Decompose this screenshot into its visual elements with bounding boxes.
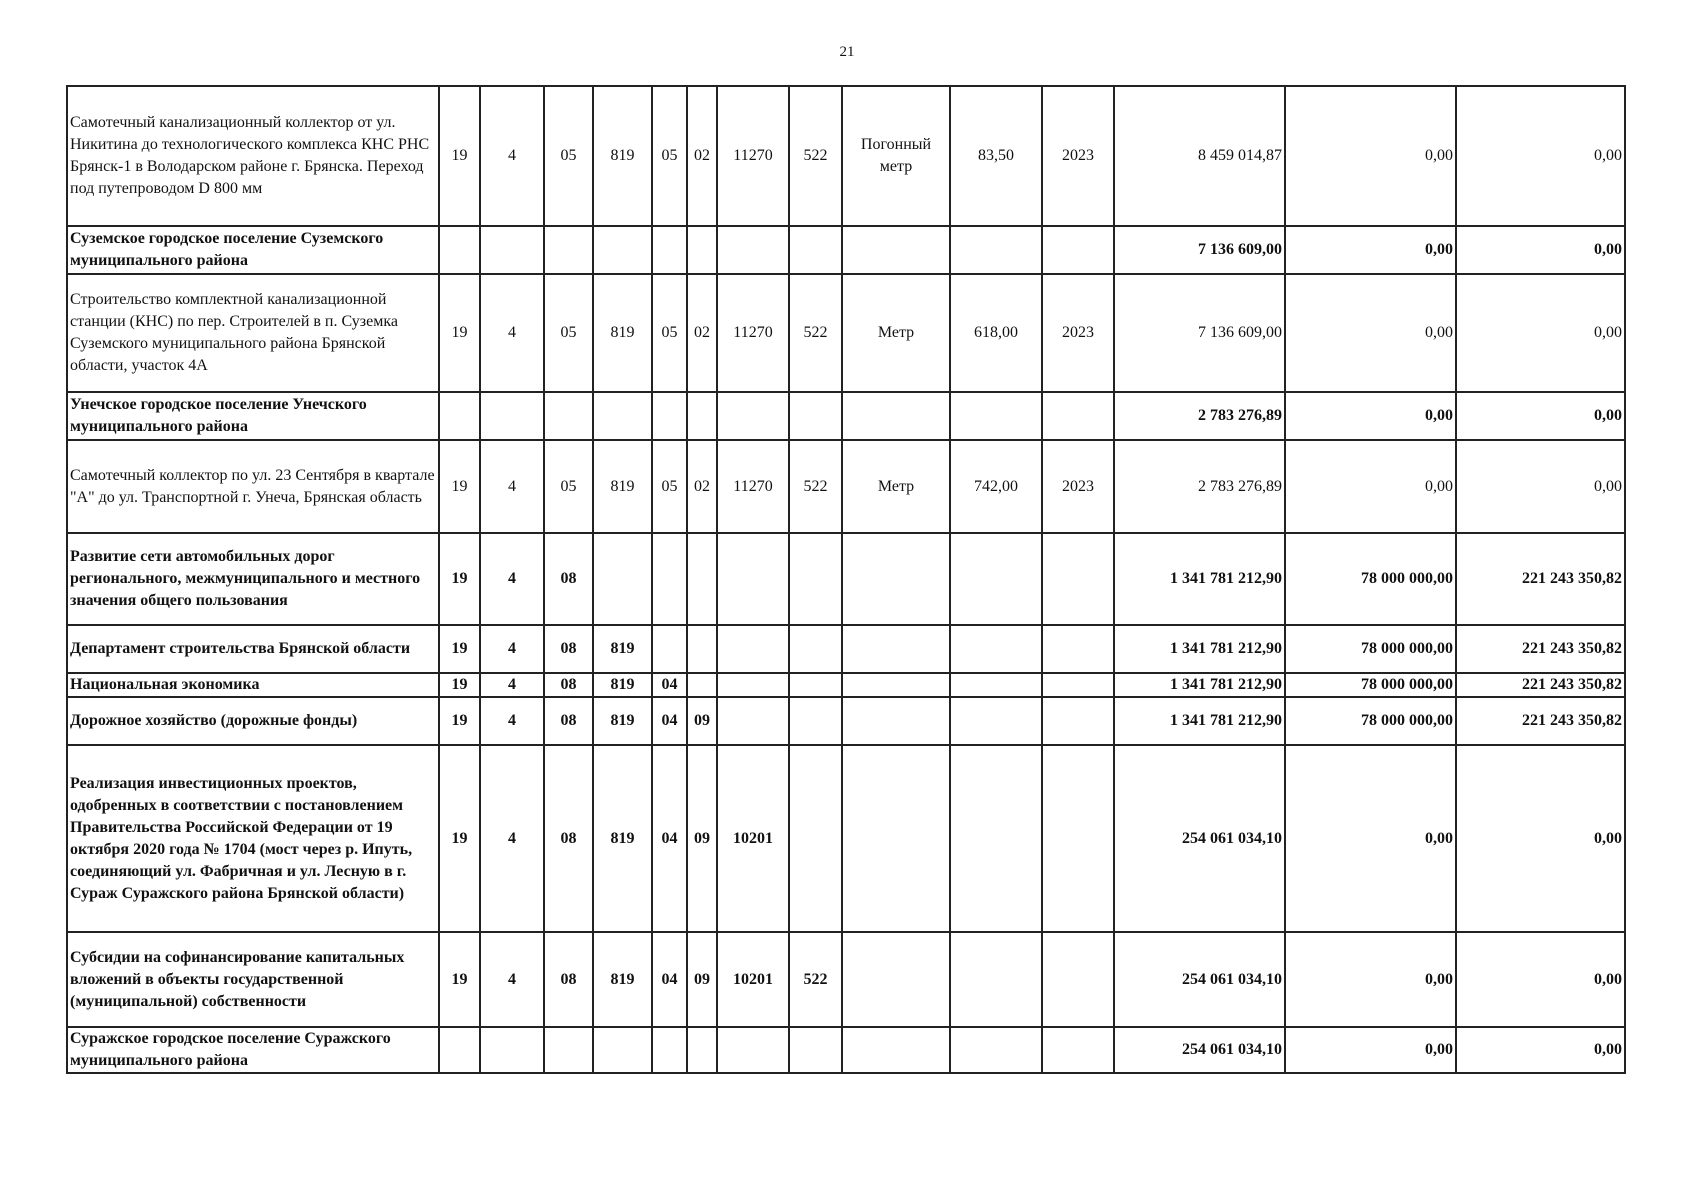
code-5-cell: 04 [652,673,687,697]
code-1-cell [439,226,480,274]
table-row [67,226,1625,274]
code-8-cell: 522 [789,274,842,392]
year-cell: 2023 [1042,274,1114,392]
amount-3-cell: 221 243 350,82 [1456,673,1625,697]
code-1-cell: 19 [439,86,480,226]
quantity-cell [950,673,1042,697]
year-cell [1042,392,1114,440]
unit-cell [842,673,950,697]
table-row [67,625,1625,673]
code-1-cell: 19 [439,625,480,673]
table-row [67,745,1625,932]
amount-1-cell: 2 783 276,89 [1114,440,1285,533]
code-8-cell [789,673,842,697]
code-6-cell [687,226,717,274]
code-6-cell [687,533,717,625]
code-7-cell: 11270 [717,440,789,533]
code-4-cell [593,392,652,440]
amount-1-cell: 1 341 781 212,90 [1114,533,1285,625]
table-row [67,673,1625,697]
code-2-cell: 4 [480,932,544,1027]
amount-1-cell: 8 459 014,87 [1114,86,1285,226]
code-7-cell: 11270 [717,86,789,226]
code-5-cell [652,392,687,440]
amount-2-cell: 78 000 000,00 [1285,625,1456,673]
row-name-cell: Реализация инвестиционных проектов, одобренных в соответствии с постановлением Правительства Российской Федерации от 19 октября 2020 года № 1704 (мост через р. Ипуть, соединяющий ул. Фабричная и ул. Лесную в г. Сураж Суражского района Брянской области) [67,745,439,932]
quantity-cell: 742,00 [950,440,1042,533]
quantity-cell: 618,00 [950,274,1042,392]
code-2-cell: 4 [480,625,544,673]
amount-2-cell: 78 000 000,00 [1285,673,1456,697]
quantity-cell [950,1027,1042,1073]
row-name-cell: Унечское городское поселение Унечского муниципального района [67,392,439,440]
code-2-cell: 4 [480,440,544,533]
code-2-cell [480,392,544,440]
quantity-cell [950,226,1042,274]
year-cell [1042,625,1114,673]
code-8-cell [789,625,842,673]
code-2-cell: 4 [480,274,544,392]
code-5-cell: 04 [652,697,687,745]
quantity-cell [950,697,1042,745]
amount-1-cell: 1 341 781 212,90 [1114,625,1285,673]
code-4-cell: 819 [593,274,652,392]
code-5-cell [652,1027,687,1073]
amount-1-cell: 1 341 781 212,90 [1114,673,1285,697]
table-row [67,1027,1625,1073]
code-8-cell: 522 [789,86,842,226]
unit-cell: Метр [842,274,950,392]
code-1-cell [439,392,480,440]
code-6-cell [687,1027,717,1073]
quantity-cell [950,745,1042,932]
row-name-cell: Департамент строительства Брянской области [67,625,439,673]
amount-3-cell: 0,00 [1456,932,1625,1027]
year-cell [1042,1027,1114,1073]
row-name-cell: Национальная экономика [67,673,439,697]
code-4-cell: 819 [593,745,652,932]
code-7-cell: 11270 [717,274,789,392]
amount-2-cell: 78 000 000,00 [1285,697,1456,745]
code-3-cell: 05 [544,86,593,226]
table-row [67,932,1625,1027]
code-4-cell [593,226,652,274]
code-6-cell: 09 [687,745,717,932]
table-row [67,392,1625,440]
row-name-cell: Развитие сети автомобильных дорог регионального, межмуниципального и местного значения общего пользования [67,533,439,625]
code-3-cell [544,1027,593,1073]
code-8-cell [789,697,842,745]
code-6-cell: 09 [687,932,717,1027]
code-4-cell [593,533,652,625]
unit-cell [842,932,950,1027]
code-3-cell: 05 [544,440,593,533]
amount-2-cell: 78 000 000,00 [1285,533,1456,625]
code-4-cell [593,1027,652,1073]
amount-2-cell: 0,00 [1285,226,1456,274]
unit-cell [842,625,950,673]
code-2-cell [480,226,544,274]
table-row [67,440,1625,533]
code-2-cell: 4 [480,86,544,226]
amount-3-cell: 0,00 [1456,440,1625,533]
amount-3-cell: 0,00 [1456,86,1625,226]
code-1-cell: 19 [439,932,480,1027]
code-1-cell: 19 [439,745,480,932]
amount-3-cell: 0,00 [1456,274,1625,392]
amount-3-cell: 0,00 [1456,392,1625,440]
amount-1-cell: 254 061 034,10 [1114,1027,1285,1073]
code-7-cell: 10201 [717,932,789,1027]
code-4-cell: 819 [593,440,652,533]
code-4-cell: 819 [593,697,652,745]
amount-1-cell: 1 341 781 212,90 [1114,697,1285,745]
code-7-cell [717,1027,789,1073]
code-6-cell [687,392,717,440]
code-7-cell [717,673,789,697]
table-row [67,274,1625,392]
code-3-cell: 08 [544,932,593,1027]
code-7-cell [717,697,789,745]
quantity-cell [950,392,1042,440]
code-1-cell: 19 [439,274,480,392]
code-7-cell [717,533,789,625]
amount-3-cell: 221 243 350,82 [1456,533,1625,625]
code-6-cell: 02 [687,274,717,392]
code-8-cell [789,392,842,440]
code-7-cell: 10201 [717,745,789,932]
code-2-cell: 4 [480,673,544,697]
row-name-cell: Самотечный канализационный коллектор от ул. Никитина до технологического комплекса КНС РНС Брянск-1 в Володарском районе г. Брянска. Переход под путепроводом D 800 мм [67,86,439,226]
code-3-cell: 08 [544,697,593,745]
year-cell [1042,533,1114,625]
amount-2-cell: 0,00 [1285,86,1456,226]
quantity-cell: 83,50 [950,86,1042,226]
unit-cell [842,533,950,625]
year-cell: 2023 [1042,440,1114,533]
code-3-cell: 08 [544,745,593,932]
year-cell: 2023 [1042,86,1114,226]
budget-table [66,85,1626,1074]
quantity-cell [950,533,1042,625]
row-name-cell: Дорожное хозяйство (дорожные фонды) [67,697,439,745]
code-3-cell [544,392,593,440]
year-cell [1042,745,1114,932]
unit-cell [842,745,950,932]
code-8-cell [789,533,842,625]
code-8-cell [789,745,842,932]
amount-2-cell: 0,00 [1285,745,1456,932]
code-8-cell [789,226,842,274]
unit-cell [842,697,950,745]
amount-3-cell: 0,00 [1456,1027,1625,1073]
code-5-cell: 04 [652,745,687,932]
row-name-cell: Суражское городское поселение Суражского муниципального района [67,1027,439,1073]
code-2-cell [480,1027,544,1073]
code-4-cell: 819 [593,86,652,226]
year-cell [1042,697,1114,745]
code-2-cell: 4 [480,697,544,745]
amount-3-cell: 221 243 350,82 [1456,697,1625,745]
amount-3-cell: 221 243 350,82 [1456,625,1625,673]
code-5-cell: 05 [652,86,687,226]
code-4-cell: 819 [593,673,652,697]
amount-1-cell: 2 783 276,89 [1114,392,1285,440]
quantity-cell [950,625,1042,673]
code-7-cell [717,226,789,274]
code-5-cell [652,226,687,274]
amount-3-cell: 0,00 [1456,745,1625,932]
amount-1-cell: 7 136 609,00 [1114,226,1285,274]
code-3-cell: 05 [544,274,593,392]
code-2-cell: 4 [480,533,544,625]
unit-cell [842,226,950,274]
code-5-cell: 05 [652,440,687,533]
unit-cell: Погонный метр [842,86,950,226]
code-4-cell: 819 [593,625,652,673]
code-8-cell: 522 [789,932,842,1027]
code-3-cell: 08 [544,625,593,673]
amount-3-cell: 0,00 [1456,226,1625,274]
year-cell [1042,932,1114,1027]
code-6-cell: 02 [687,440,717,533]
table-row [67,697,1625,745]
code-3-cell [544,226,593,274]
code-6-cell: 09 [687,697,717,745]
amount-1-cell: 254 061 034,10 [1114,745,1285,932]
code-1-cell: 19 [439,697,480,745]
code-5-cell: 04 [652,932,687,1027]
table-row [67,86,1625,226]
amount-2-cell: 0,00 [1285,1027,1456,1073]
row-name-cell: Самотечный коллектор по ул. 23 Сентября в квартале "А" до ул. Транспортной г. Унеча, Брянская область [67,440,439,533]
unit-cell [842,1027,950,1073]
page-number: 21 [839,44,855,60]
quantity-cell [950,932,1042,1027]
unit-cell [842,392,950,440]
amount-2-cell: 0,00 [1285,932,1456,1027]
code-1-cell [439,1027,480,1073]
code-7-cell [717,392,789,440]
row-name-cell: Субсидии на софинансирование капитальных вложений в объекты государственной (муниципальной) собственности [67,932,439,1027]
amount-2-cell: 0,00 [1285,392,1456,440]
code-1-cell: 19 [439,440,480,533]
code-4-cell: 819 [593,932,652,1027]
amount-2-cell: 0,00 [1285,440,1456,533]
code-5-cell [652,625,687,673]
table-row [67,533,1625,625]
amount-1-cell: 7 136 609,00 [1114,274,1285,392]
unit-cell: Метр [842,440,950,533]
code-7-cell [717,625,789,673]
code-2-cell: 4 [480,745,544,932]
code-6-cell [687,625,717,673]
amount-2-cell: 0,00 [1285,274,1456,392]
code-8-cell [789,1027,842,1073]
code-5-cell: 05 [652,274,687,392]
code-3-cell: 08 [544,533,593,625]
amount-1-cell: 254 061 034,10 [1114,932,1285,1027]
code-6-cell [687,673,717,697]
code-6-cell: 02 [687,86,717,226]
row-name-cell: Суземское городское поселение Суземского муниципального района [67,226,439,274]
code-1-cell: 19 [439,673,480,697]
code-3-cell: 08 [544,673,593,697]
code-5-cell [652,533,687,625]
year-cell [1042,673,1114,697]
row-name-cell: Строительство комплектной канализационной станции (КНС) по пер. Строителей в п. Суземка Суземского муниципального района Брянской области, участок 4А [67,274,439,392]
code-8-cell: 522 [789,440,842,533]
code-1-cell: 19 [439,533,480,625]
year-cell [1042,226,1114,274]
